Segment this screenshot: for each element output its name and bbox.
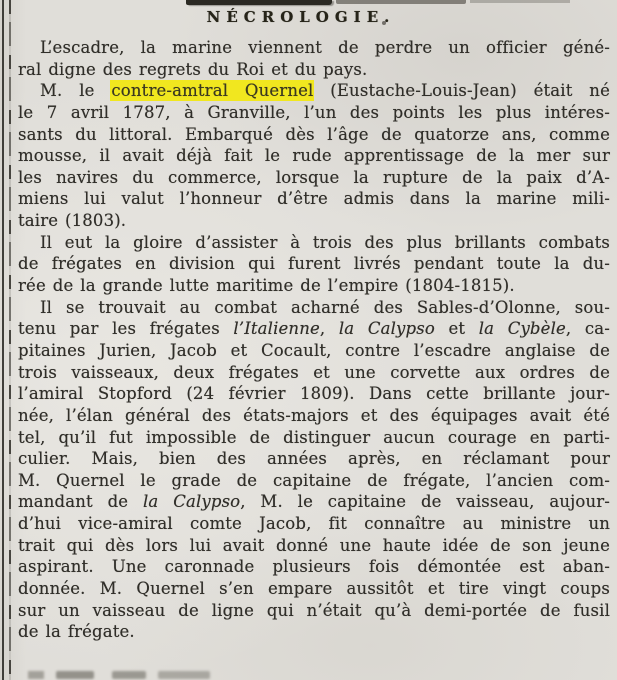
text-line bbox=[18, 470, 610, 492]
text-line bbox=[18, 556, 610, 578]
text-segment: M. le bbox=[40, 81, 112, 101]
text-segment: et bbox=[434, 319, 479, 339]
text-line bbox=[18, 102, 610, 124]
text-segment: ral digne des regrets du Roi et du pays. bbox=[18, 59, 368, 79]
ship-name-italic: la Cybèle bbox=[478, 319, 566, 339]
text-segment: M. Quernel le grade de capitaine de frégate, l’ancien com- bbox=[18, 470, 610, 490]
text-line bbox=[18, 383, 610, 405]
text-line bbox=[18, 340, 610, 362]
text-line bbox=[18, 318, 610, 340]
text-line bbox=[18, 253, 610, 275]
text-line bbox=[18, 405, 610, 427]
text-line bbox=[18, 362, 610, 384]
text-segment: tenu par les frégates bbox=[18, 319, 234, 339]
text-segment: le 7 avril 1787, à Granville, l’un des points les plus intéres- bbox=[18, 102, 610, 122]
text-segment: , M. le capitaine de vaisseau, aujour- bbox=[240, 492, 610, 512]
text-line bbox=[18, 297, 610, 319]
text-segment: tel, qu’il fut impossible de distinguer aucun courage en parti- bbox=[18, 427, 610, 447]
text-line bbox=[18, 210, 610, 232]
search-highlight: contre-amtral Quernel bbox=[111, 81, 314, 101]
text-segment: sur un vaisseau de ligne qui n’était qu’à demi-portée de fusil bbox=[18, 600, 610, 620]
text-segment: mousse, il avait déjà fait le rude apprentissage de la mer sur bbox=[18, 146, 610, 166]
text-segment: trois vaisseaux, deux frégates et une corvette aux ordres de bbox=[18, 362, 610, 382]
text-segment: pitaines Jurien, Jacob et Cocault, contre l’escadre anglaise de bbox=[18, 340, 610, 360]
text-line bbox=[18, 275, 610, 297]
text-segment: donnée. M. Quernel s’en empare aussitôt et tire vingt coups bbox=[18, 579, 610, 599]
text-segment: rée de la grande lutte maritime de l’empire (1804-1815). bbox=[18, 276, 515, 296]
text-line bbox=[18, 535, 610, 557]
cutoff-next-line-artifact bbox=[158, 671, 210, 679]
text-segment: , bbox=[319, 319, 339, 339]
text-line bbox=[18, 188, 610, 210]
cutoff-next-line-artifact bbox=[28, 671, 44, 679]
text-segment: les navires du commerce, lorsque la rupture de la paix d’A- bbox=[18, 167, 610, 187]
text-segment: de frégates en division qui furent livrés pendant toute la du- bbox=[18, 254, 610, 274]
text-segment: L’escadre, la marine viennent de perdre un officier géné- bbox=[40, 38, 610, 57]
cutoff-print-artifact-top bbox=[186, 0, 332, 5]
column-rule-outer bbox=[2, 0, 4, 680]
text-line bbox=[18, 600, 610, 622]
cutoff-next-line-artifact bbox=[112, 671, 146, 679]
cutoff-print-artifact-top bbox=[336, 0, 466, 4]
text-line bbox=[18, 513, 610, 535]
text-segment: née, l’élan général des états-majors et des équipages avait été bbox=[18, 405, 610, 425]
text-line bbox=[18, 167, 610, 189]
text-line bbox=[18, 578, 610, 600]
text-segment: miens lui valut l’honneur d’être admis dans la marine mili- bbox=[18, 189, 610, 209]
text-line bbox=[18, 427, 610, 449]
text-line bbox=[18, 59, 610, 81]
text-line bbox=[18, 448, 610, 470]
text-segment: , ca- bbox=[565, 319, 610, 339]
text-segment: (Eustache-Louis-Jean) était né bbox=[313, 81, 610, 101]
ship-name-italic: la Calypso bbox=[143, 492, 241, 512]
text-line bbox=[18, 124, 610, 146]
text-segment: taire (1803). bbox=[18, 211, 127, 231]
text-line bbox=[18, 232, 610, 254]
section-heading: NÉCROLOGIE. bbox=[206, 8, 396, 26]
text-segment: mandant de bbox=[18, 492, 143, 512]
text-segment: Il se trouvait au combat acharné des Sables-d’Olonne, sou- bbox=[40, 297, 610, 317]
text-segment: aspirant. Une caronnade plusieurs fois démontée est aban- bbox=[18, 557, 610, 577]
ship-name-italic: la Calypso bbox=[338, 319, 435, 339]
text-line bbox=[18, 491, 610, 513]
cutoff-print-artifact-top bbox=[470, 0, 570, 3]
text-segment: culier. Mais, bien des années après, en réclamant pour bbox=[18, 449, 610, 469]
text-line bbox=[18, 37, 610, 59]
text-segment: sants du littoral. Embarqué dès l’âge de quatorze ans, comme bbox=[18, 124, 610, 144]
text-line bbox=[18, 80, 610, 102]
column-rule-inner bbox=[9, 0, 11, 680]
article-column bbox=[18, 6, 610, 643]
cutoff-next-line-artifact bbox=[56, 671, 94, 679]
text-segment: Il eut la gloire d’assister à trois des plus brillants combats bbox=[40, 232, 610, 252]
text-segment: de la frégate. bbox=[18, 622, 135, 642]
text-line bbox=[18, 621, 610, 643]
text-segment: trait qui dès lors lui avait donné une haute idée de son jeune bbox=[18, 535, 610, 555]
ship-name-italic: l’Italienne bbox=[233, 319, 320, 339]
text-line bbox=[18, 145, 610, 167]
text-segment: l’amiral Stopford (24 février 1809). Dans cette brillante jour- bbox=[18, 384, 610, 404]
text-segment: d’hui vice-amiral comte Jacob, fit connaître au ministre un bbox=[18, 514, 610, 534]
article-body bbox=[18, 37, 610, 643]
